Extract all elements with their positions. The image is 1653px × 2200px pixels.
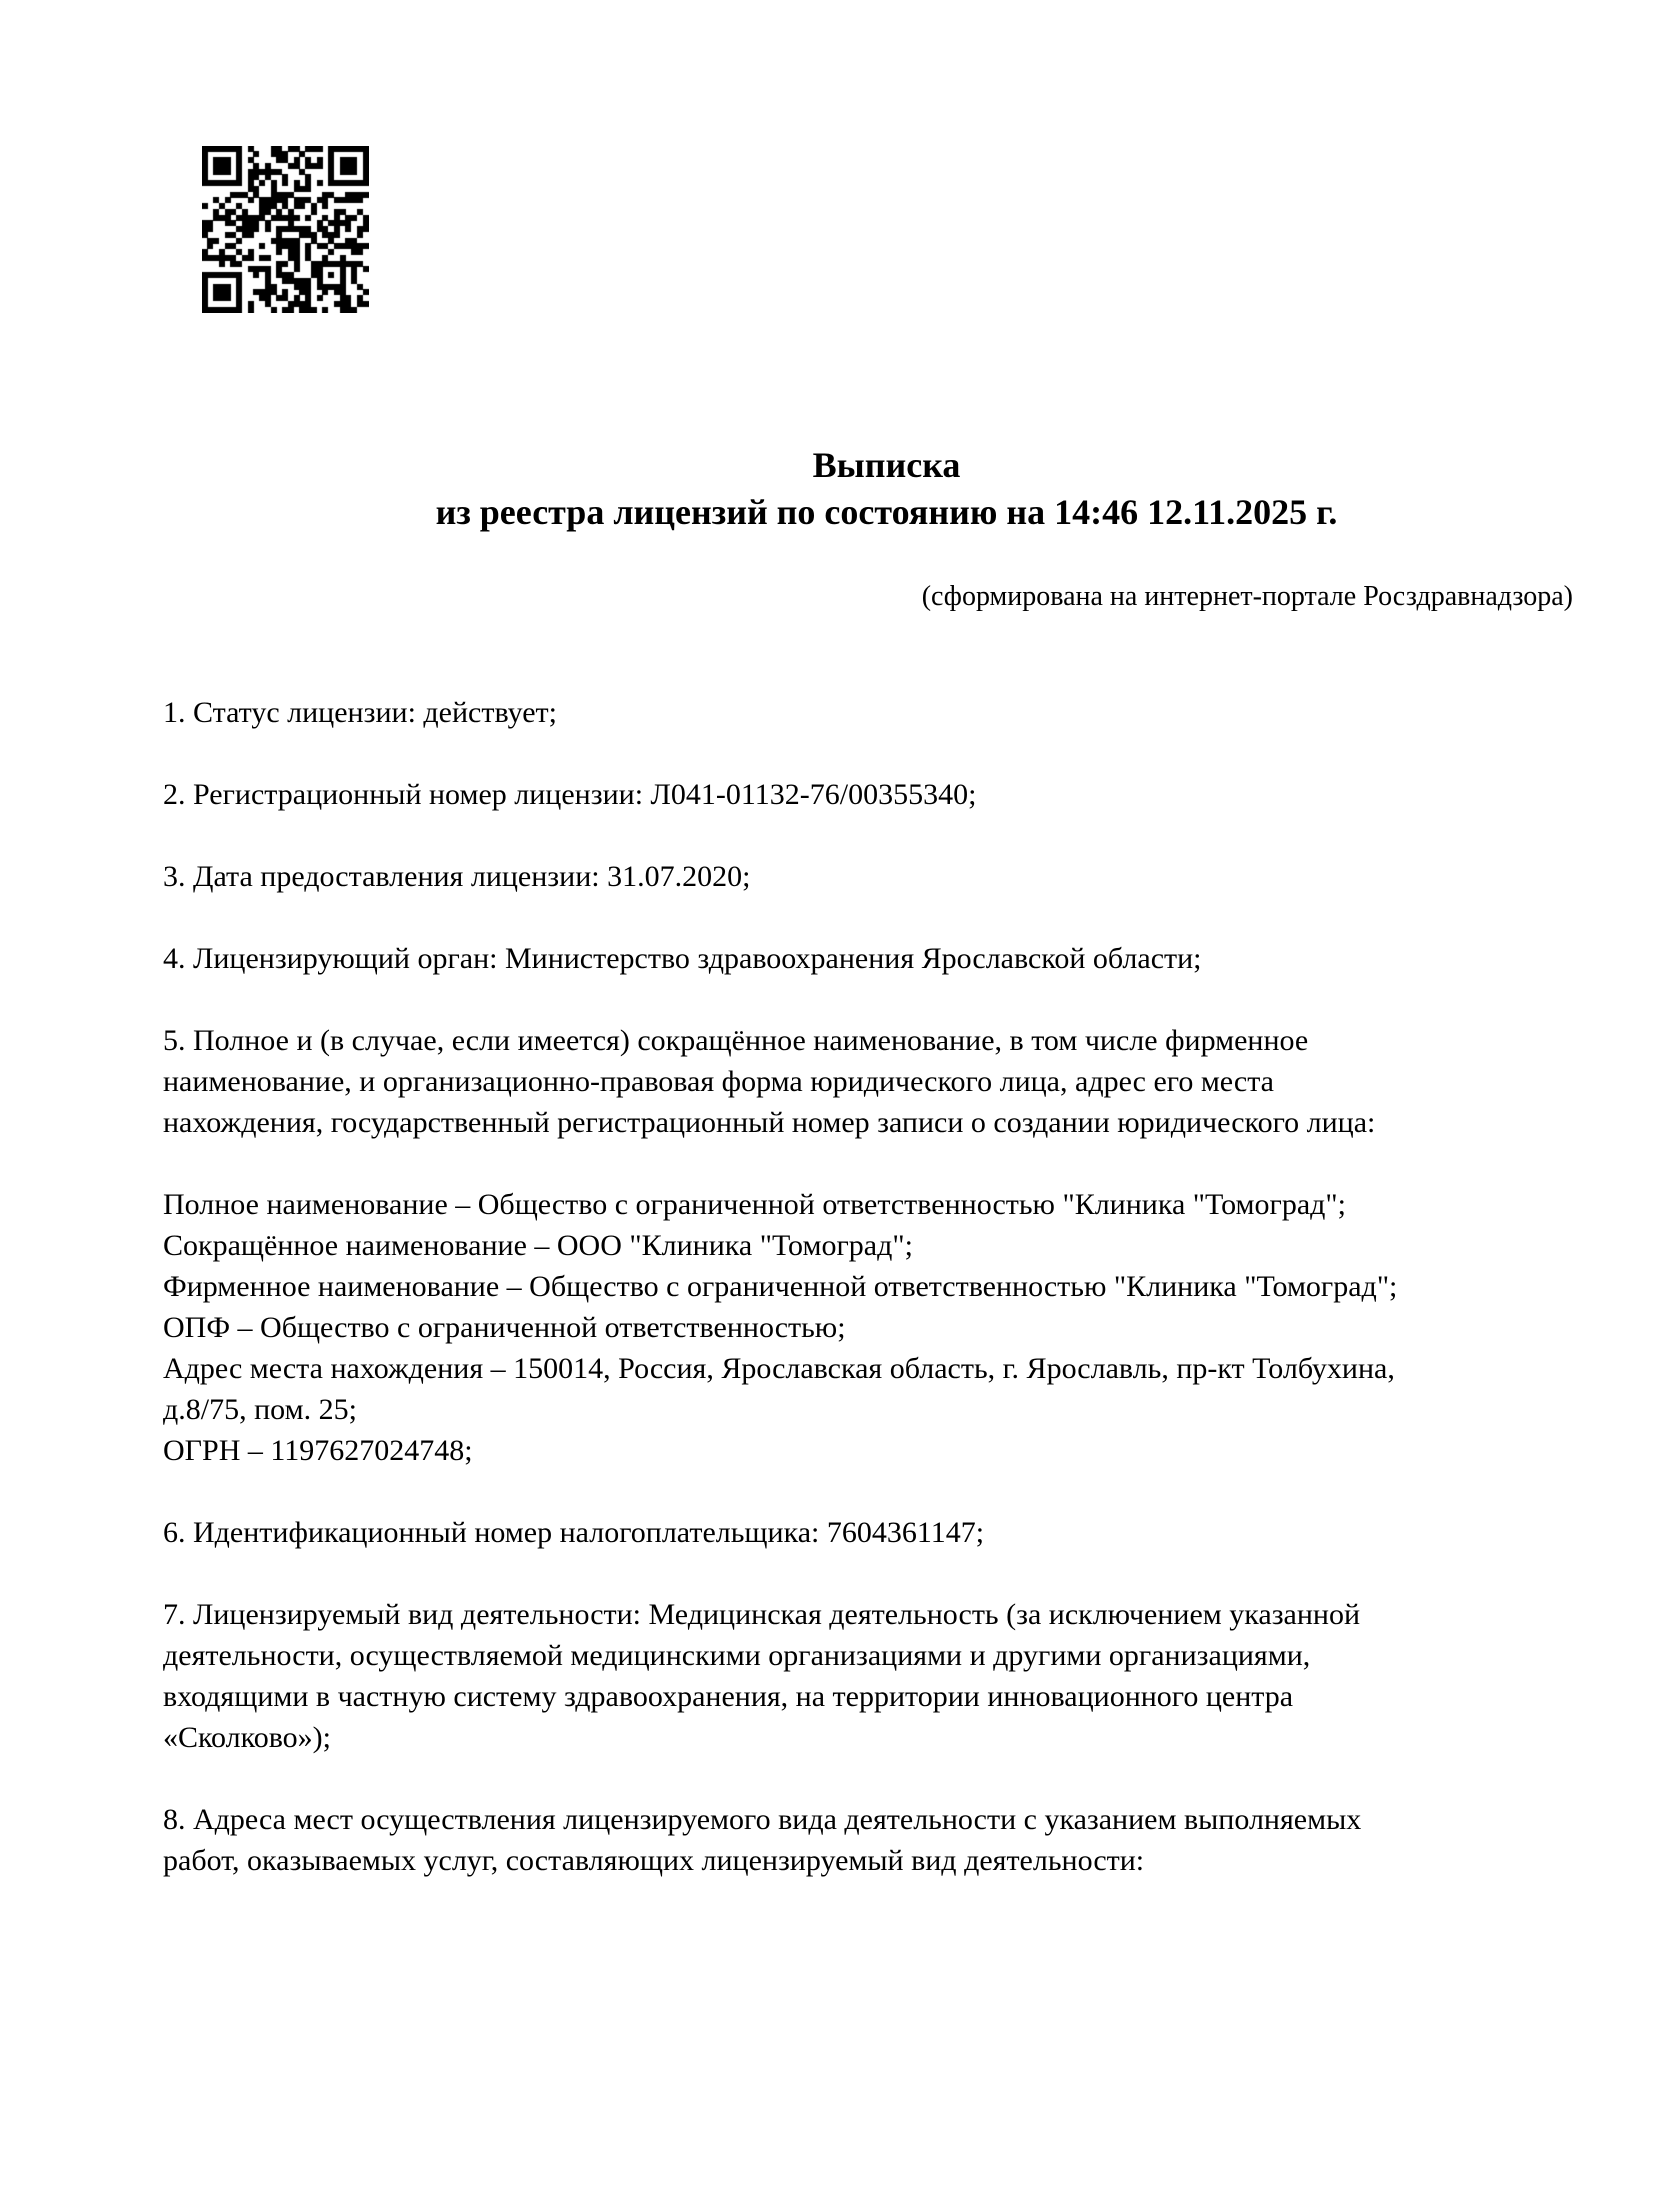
text-line: д.8/75, пом. 25;: [163, 1393, 357, 1426]
paragraph-licensed-activity: [163, 1594, 1583, 1758]
text-line: ОГРН – 1197627024748;: [163, 1434, 473, 1467]
document-title: [200, 442, 1573, 536]
text-line: Адрес места нахождения – 150014, Россия, Ярославская область, г. Ярославль, пр-кт Толбухина,: [163, 1352, 1395, 1385]
paragraph-licensing-authority: [163, 938, 1583, 979]
text-line: Фирменное наименование – Общество с ограниченной ответственностью "Клиника "Томоград";: [163, 1270, 1398, 1303]
text-line: наименование, и организационно-правовая форма юридического лица, адрес его места: [163, 1065, 1274, 1098]
text-line: «Сколково»);: [163, 1721, 331, 1754]
document-body: [163, 692, 1583, 1881]
text-line: входящими в частную систему здравоохранения, на территории инновационного центра: [163, 1680, 1294, 1713]
text-line: Полное наименование – Общество с ограниченной ответственностью "Клиника "Томоград";: [163, 1188, 1346, 1221]
text-line: 3. Дата предоставления лицензии: 31.07.2020;: [163, 860, 751, 893]
text-line: 6. Идентификационный номер налогоплательщика: 7604361147;: [163, 1516, 985, 1549]
text-line: ОПФ – Общество с ограниченной ответственностью;: [163, 1311, 846, 1344]
paragraph-license-status: [163, 692, 1583, 733]
text-line: 7. Лицензируемый вид деятельности: Медицинская деятельность (за исключением указанной: [163, 1598, 1361, 1631]
document-subtitle: (сформирована на интернет-портале Росздравнадзора): [921, 581, 1573, 612]
document-title-line2: из реестра лицензий по состоянию на 14:46 12.11.2025 г.: [435, 492, 1338, 532]
paragraph-inn: [163, 1512, 1583, 1553]
paragraph-grant-date: [163, 856, 1583, 897]
text-line: 2. Регистрационный номер лицензии: Л041-01132-76/00355340;: [163, 778, 977, 811]
paragraph-organization-details: [163, 1184, 1583, 1471]
text-line: 8. Адреса мест осуществления лицензируемого вида деятельности с указанием выполняемых: [163, 1803, 1362, 1836]
qr-code-icon: [202, 146, 369, 313]
text-line: 1. Статус лицензии: действует;: [163, 696, 557, 729]
text-line: работ, оказываемых услуг, составляющих лицензируемый вид деятельности:: [163, 1844, 1145, 1877]
paragraph-registration-number: [163, 774, 1583, 815]
document-title-line1: Выписка: [812, 445, 961, 485]
text-line: деятельности, осуществляемой медицинскими организациями и другими организациями,: [163, 1639, 1311, 1672]
text-line: нахождения, государственный регистрационный номер записи о создании юридического лица:: [163, 1106, 1376, 1139]
text-line: Сокращённое наименование – ООО "Клиника "Томоград";: [163, 1229, 913, 1262]
text-line: 5. Полное и (в случае, если имеется) сокращённое наименование, в том числе фирменное: [163, 1024, 1309, 1057]
paragraph-activity-addresses: [163, 1799, 1583, 1881]
text-line: 4. Лицензирующий орган: Министерство здравоохранения Ярославской области;: [163, 942, 1202, 975]
paragraph-name-heading: [163, 1020, 1583, 1143]
